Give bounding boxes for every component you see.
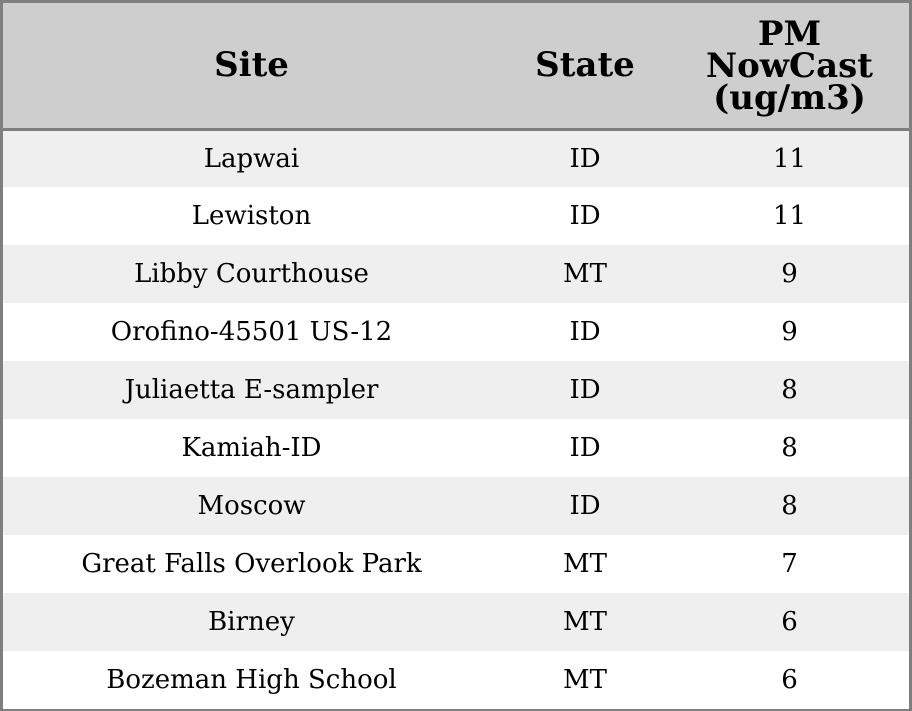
cell-site: Birney <box>3 593 500 651</box>
header-state: State <box>500 3 670 129</box>
header-pm-nowcast-line-2: NowCast <box>706 46 873 87</box>
header-pm-nowcast <box>670 3 909 129</box>
table-row <box>3 245 909 303</box>
cell-pm-nowcast: 9 <box>670 245 909 303</box>
cell-pm-nowcast: 8 <box>670 477 909 535</box>
header-site: Site <box>3 3 500 129</box>
header-pm-nowcast-line-1: PM <box>757 14 822 55</box>
cell-site: Juliaetta E-sampler <box>3 361 500 419</box>
cell-pm-nowcast: 11 <box>670 129 909 187</box>
cell-state: ID <box>500 361 670 419</box>
cell-state: MT <box>500 651 670 709</box>
cell-state: ID <box>500 129 670 187</box>
pm-nowcast-table <box>3 3 909 709</box>
table-row <box>3 303 909 361</box>
cell-pm-nowcast: 8 <box>670 361 909 419</box>
cell-pm-nowcast: 8 <box>670 419 909 477</box>
cell-site: Great Falls Overlook Park <box>3 535 500 593</box>
table-row <box>3 419 909 477</box>
cell-state: ID <box>500 187 670 245</box>
table-header <box>3 3 909 129</box>
cell-site: Moscow <box>3 477 500 535</box>
cell-site: Lapwai <box>3 129 500 187</box>
table-row <box>3 361 909 419</box>
cell-state: MT <box>500 535 670 593</box>
cell-site: Kamiah-ID <box>3 419 500 477</box>
cell-pm-nowcast: 6 <box>670 593 909 651</box>
header-row <box>3 3 909 129</box>
cell-state: ID <box>500 419 670 477</box>
cell-site: Lewiston <box>3 187 500 245</box>
cell-site: Orofino-45501 US-12 <box>3 303 500 361</box>
cell-pm-nowcast: 6 <box>670 651 909 709</box>
cell-site: Bozeman High School <box>3 651 500 709</box>
cell-state: ID <box>500 303 670 361</box>
table-row <box>3 477 909 535</box>
cell-pm-nowcast: 9 <box>670 303 909 361</box>
cell-state: MT <box>500 593 670 651</box>
cell-state: MT <box>500 245 670 303</box>
header-pm-nowcast-line-3: (ug/m3) <box>713 78 866 119</box>
cell-site: Libby Courthouse <box>3 245 500 303</box>
table-row <box>3 535 909 593</box>
table-row <box>3 129 909 187</box>
cell-pm-nowcast: 7 <box>670 535 909 593</box>
cell-pm-nowcast: 11 <box>670 187 909 245</box>
table-row <box>3 651 909 709</box>
cell-state: ID <box>500 477 670 535</box>
table-body <box>3 129 909 709</box>
table-row <box>3 593 909 651</box>
table-row <box>3 187 909 245</box>
